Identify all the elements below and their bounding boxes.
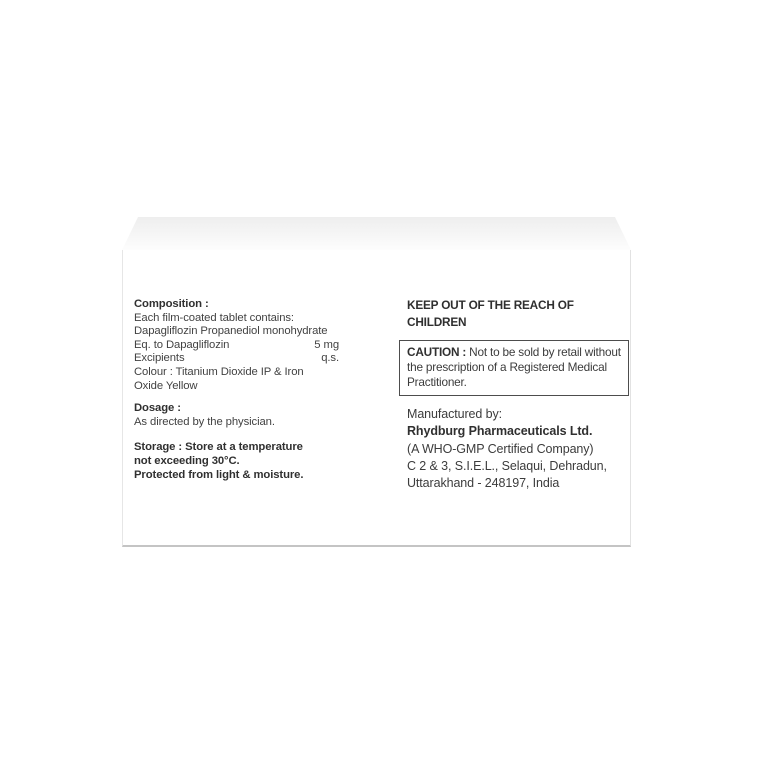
manufacturer-section (407, 406, 633, 493)
ingredient-label: Eq. to Dapagliflozin (134, 338, 230, 351)
right-text-column (407, 297, 633, 493)
warning-line2: CHILDREN (407, 315, 467, 329)
composition-row-excipients (134, 352, 339, 366)
composition-colour-line2: Oxide Yellow (134, 379, 198, 392)
composition-section (134, 298, 339, 393)
manufacturer-certification: (A WHO-GMP Certified Company) (407, 441, 594, 456)
ingredient-strength: 5 mg (314, 338, 339, 351)
dosage-heading: Dosage : (134, 402, 181, 415)
warning-line1: KEEP OUT OF THE REACH OF (407, 298, 574, 312)
manufacturer-name: Rhydburg Pharmaceuticals Ltd. (407, 424, 593, 439)
composition-ingredient-line: Dapagliflozin Propanediol monohydrate (134, 325, 328, 338)
manufactured-by-heading: Manufactured by: (407, 406, 502, 421)
composition-row-dapagliflozin (134, 339, 339, 353)
dosage-section (134, 402, 339, 429)
manufacturer-address-line2: Uttarakhand - 248197, India (407, 476, 560, 491)
carton-top-face (122, 217, 631, 250)
ingredient-label: Excipients (134, 352, 185, 365)
storage-line1: Storage : Store at a temperature (134, 441, 303, 454)
medicine-carton (122, 217, 631, 547)
keep-out-of-reach-warning (407, 297, 633, 331)
storage-line2: not exceeding 30°C. (134, 454, 240, 467)
composition-heading: Composition : (134, 298, 209, 310)
storage-section (134, 441, 339, 482)
storage-line3: Protected from light & moisture. (134, 468, 304, 481)
dosage-text: As directed by the physician. (134, 415, 275, 428)
caution-label: CAUTION : (407, 345, 467, 359)
manufacturer-address-line1: C 2 & 3, S.I.E.L., Selaqui, Dehradun, (407, 458, 607, 473)
caution-box (399, 340, 629, 396)
ingredient-strength: q.s. (321, 352, 339, 365)
composition-contains-line: Each film-coated tablet contains: (134, 311, 294, 324)
left-text-column (134, 298, 339, 482)
carton-back-panel (122, 250, 631, 547)
composition-colour-line1: Colour : Titanium Dioxide IP & Iron (134, 365, 304, 378)
caution-text: Not to be sold by retail without the prescription of a Registered Medical Practitioner. (407, 345, 621, 389)
